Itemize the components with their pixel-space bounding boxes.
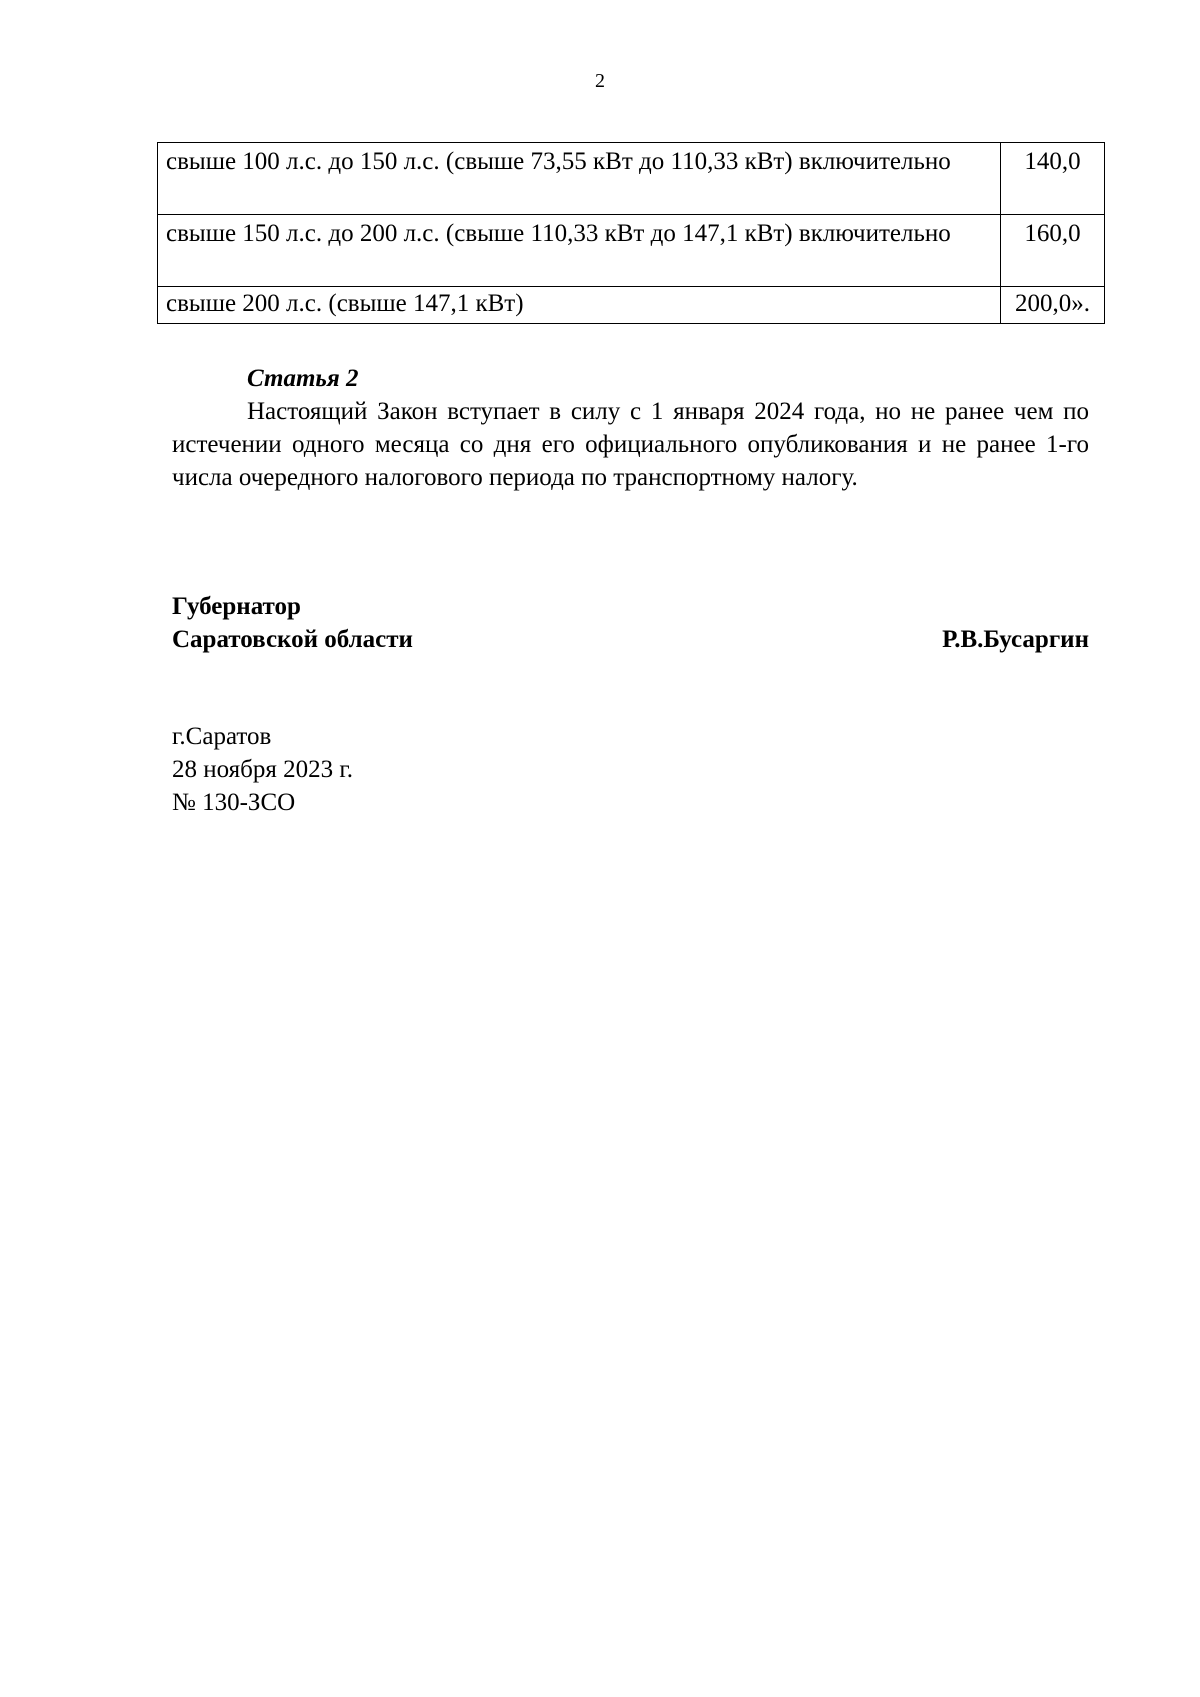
table-row: [158, 143, 1105, 215]
article-body: Настоящий Закон вступает в силу с 1 января 2024 года, но не ранее чем по истечении одного месяца со дня его официального опубликования и не ранее 1-го числа очередного налогового периода по транспортному налогу.: [172, 398, 1089, 491]
city: г.Саратов: [172, 723, 272, 750]
row-rate: 200,0».: [1001, 287, 1105, 324]
row-description: свыше 150 л.с. до 200 л.с. (свыше 110,33 кВт до 147,1 кВт) включительно: [158, 215, 1001, 287]
signature-block: [172, 590, 1089, 656]
row-description: свыше 100 л.с. до 150 л.с. (свыше 73,55 кВт до 110,33 кВт) включительно: [158, 143, 1001, 215]
article-section: [172, 362, 1089, 494]
tax-rate-table: [157, 142, 1105, 324]
page-number: 2: [595, 70, 605, 92]
signatory-name: Р.В.Бусаргин: [942, 626, 1089, 653]
table-row: [158, 287, 1105, 324]
row-rate: 160,0: [1001, 215, 1105, 287]
table-row: [158, 215, 1105, 287]
place-date-block: [172, 720, 353, 819]
row-rate: 140,0: [1001, 143, 1105, 215]
article-title: Статья 2: [247, 365, 359, 392]
row-description: свыше 200 л.с. (свыше 147,1 кВт): [158, 287, 1001, 324]
law-number: № 130-ЗСО: [172, 789, 296, 816]
signatory-title-line2: Саратовской области: [172, 626, 413, 653]
signatory-title-line1: Губернатор: [172, 593, 301, 620]
date: 28 ноября 2023 г.: [172, 756, 354, 783]
